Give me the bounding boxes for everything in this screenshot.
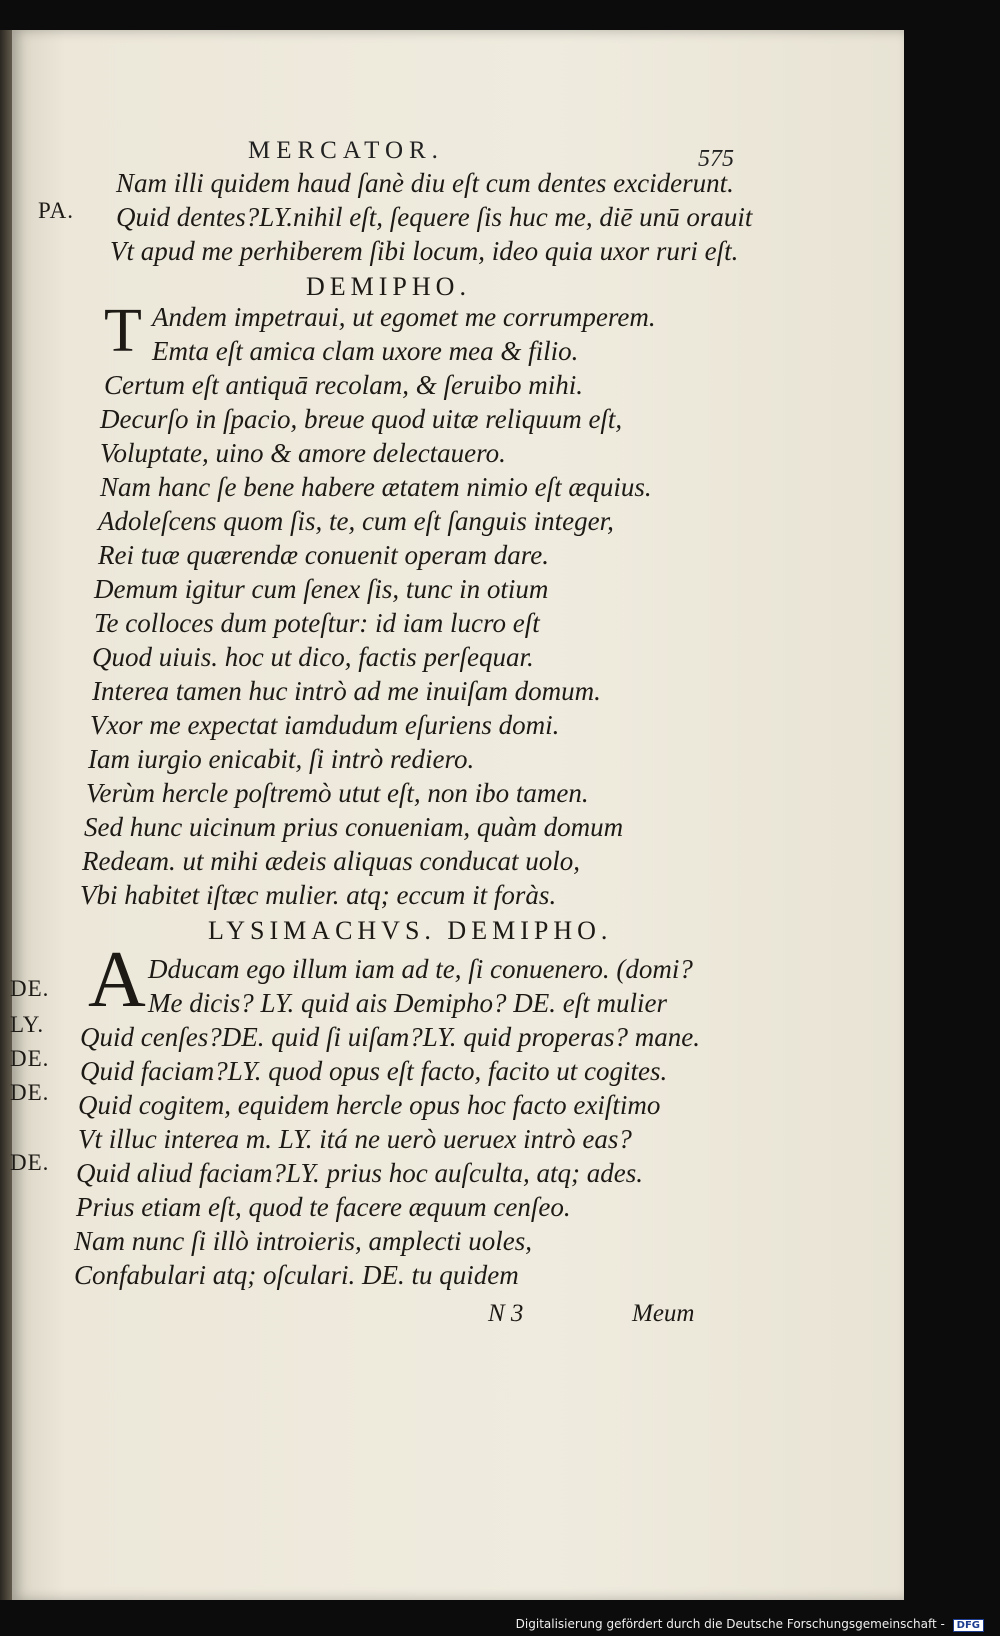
speaker-label: DE. [10,976,50,1001]
verse-line: Nam nunc ſi illò introieris, amplecti uoles, [74,1226,532,1256]
verse-line: Decurſo in ſpacio, breue quod uitæ reliquum eſt, [100,404,623,434]
verse-line: Iam iurgio enicabit, ſi intrò rediero. [88,744,475,774]
decorated-initial: A [88,936,146,1024]
scene-heading: LYSIMACHVS. DEMIPHO. [208,916,613,945]
verse-line: Confabulari atq; oſculari. DE. tu quidem [74,1260,519,1290]
verse-line: Redeam. ut mihi ædeis aliquas conducat uolo, [82,846,580,876]
speaker-label: LY. [10,1012,45,1037]
verse-line: Quid dentes?LY.nihil eſt, ſequere ſis huc me, diē unū orauit [116,202,753,232]
verse-line: Rei tuæ quærendæ conuenit operam dare. [98,540,549,570]
verse-line: Voluptate, uino & amore delectauero. [100,438,506,468]
verse-line: Certum eſt antiquā recolam, & ſeruibo mihi. [104,370,583,400]
verse-line: Nam illi quidem haud ſanè diu eſt cum dentes exciderunt. [116,168,734,198]
verse-line: Sed hunc uicinum prius conueniam, quàm domum [84,812,624,842]
verse-line: Quid cenſes?DE. quid ſi uiſam?LY. quid properas? mane. [80,1022,700,1052]
verse-line: Dducam ego illum iam ad te, ſi conuenero. (domi? [148,954,693,984]
verse-line: Vxor me expectat iamdudum eſuriens domi. [90,710,560,740]
page-number: 575 [698,146,734,172]
verse-line: Quod uiuis. hoc ut dico, factis perſequar. [92,642,534,672]
credit-text: Digitalisierung gefördert durch die Deutsche Forschungsgemeinschaft - [515,1617,945,1631]
speaker-label: PA. [38,198,75,223]
verse-line: Vbi habitet iſtæc mulier. atq; eccum it foràs. [80,880,557,910]
signature-mark: N 3 [488,1300,524,1327]
verse-line: Vt illuc interea m. LY. itá ne uerò ueruex intrò eas? [78,1124,632,1154]
verse-line: Verùm hercle poſtremò utut eſt, non ibo tamen. [86,778,589,808]
verse-line: Me dicis? LY. quid ais Demipho? DE. eſt mulier [148,988,667,1018]
decorated-initial: T [104,297,142,365]
verse-line: Interea tamen huc intrò ad me inuiſam domum. [92,676,601,706]
verse-line: Nam hanc ſe bene habere ætatem nimio eſt æquius. [100,472,652,502]
verse-line: Te colloces dum poteſtur: id iam lucro eſt [94,608,540,638]
verse-line: Andem impetraui, ut egomet me corrumperem. [152,302,656,332]
catchword: Meum [632,1300,695,1327]
verse-line: Adoleſcens quom ſis, te, cum eſt ſanguis integer, [98,506,614,536]
verse-line: Demum igitur cum ſenex ſis, tunc in otium [94,574,549,604]
dfg-logo: DFG [953,1619,984,1632]
scene-heading: DEMIPHO. [306,272,471,301]
speaker-label: DE. [10,1046,50,1071]
verse-line: Prius etiam eſt, quod te facere æquum cenſeo. [76,1192,571,1222]
speaker-label: DE. [10,1150,50,1175]
verse-line: Quid cogitem, equidem hercle opus hoc facto exiſtimo [78,1090,661,1120]
speaker-label: DE. [10,1080,50,1105]
verse-line: Quid aliud faciam?LY. prius hoc auſculta, atq; ades. [76,1158,643,1188]
verse-line: Emta eſt amica clam uxore mea & filio. [152,336,579,366]
digitization-credit [516,1617,984,1632]
running-title: MERCATOR. [248,137,444,164]
verse-line: Vt apud me perhiberem ſibi locum, ideo quia uxor ruri eſt. [110,236,739,266]
verse-line: Quid faciam?LY. quod opus eſt facto, facito ut cogites. [80,1056,668,1086]
